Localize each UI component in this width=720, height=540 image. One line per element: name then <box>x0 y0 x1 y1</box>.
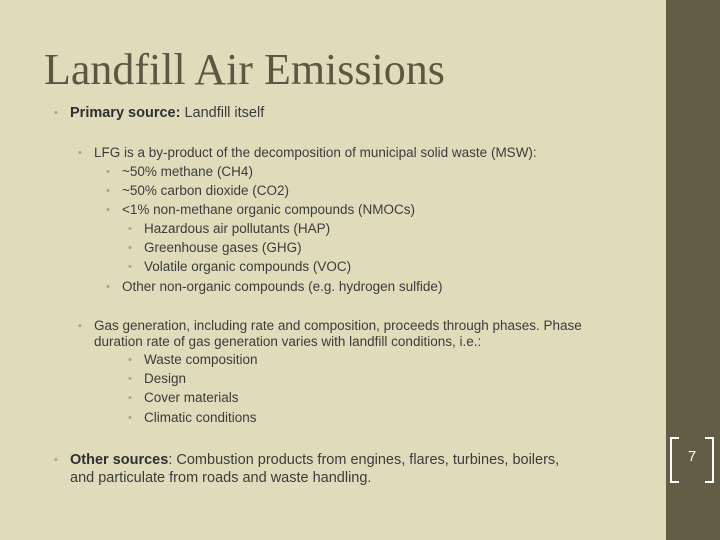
bullet-dot-icon: • <box>106 166 110 178</box>
gas-generation-line1: Gas generation, including rate and composition, proceeds through phases. Phase <box>94 318 582 333</box>
bullet-dot-icon: • <box>128 223 132 235</box>
lfg-item-other: Other non-organic compounds (e.g. hydrogen sulfide) <box>122 279 443 294</box>
gas-item-waste: Waste composition <box>144 352 258 367</box>
lfg-item-co2: ~50% carbon dioxide (CO2) <box>122 183 289 198</box>
gas-item-design: Design <box>144 371 187 386</box>
bullet-dot-icon: • <box>128 354 132 366</box>
gas-item-cover: Cover materials <box>144 390 239 405</box>
other-sources-label: Other sources <box>70 452 169 468</box>
bullet-dot-icon: • <box>128 392 132 404</box>
slide-title: Landfill Air Emissions <box>44 45 445 94</box>
lfg-intro: LFG is a by-product of the decomposition of municipal solid waste (MSW): <box>94 145 537 160</box>
bullet-dot-icon: • <box>78 320 82 332</box>
lfg-item-nmoc: <1% non-methane organic compounds (NMOCs) <box>122 202 416 217</box>
primary-source-item <box>70 105 264 121</box>
bullet-dot-icon: • <box>78 147 82 159</box>
bullet-dot-icon: • <box>106 204 110 216</box>
other-sources-line1 <box>70 452 559 468</box>
gas-generation-line2: duration rate of gas generation varies with landfill conditions, i.e.: <box>94 334 482 349</box>
bullet-dot-icon: • <box>106 281 110 293</box>
other-sources-line2: and particulate from roads and waste handling. <box>70 470 372 486</box>
lfg-item-methane: ~50% methane (CH4) <box>122 164 253 179</box>
bullet-dot-icon: • <box>128 242 132 254</box>
bullet-dot-icon: • <box>106 185 110 197</box>
bullet-dot-icon: • <box>54 107 58 119</box>
other-sources-text1: : Combustion products from engines, flares, turbines, boilers, <box>168 452 560 468</box>
nmoc-sub-voc: Volatile organic compounds (VOC) <box>144 259 352 274</box>
page-number: 7 <box>687 448 697 465</box>
bullet-dot-icon: • <box>128 412 132 424</box>
nmoc-sub-hap: Hazardous air pollutants (HAP) <box>144 221 331 236</box>
gas-item-climatic: Climatic conditions <box>144 410 257 425</box>
primary-source-label: Primary source: <box>70 105 181 121</box>
nmoc-sub-ghg: Greenhouse gases (GHG) <box>144 240 302 255</box>
bullet-dot-icon: • <box>128 261 132 273</box>
bullet-dot-icon: • <box>128 373 132 385</box>
primary-source-text: Landfill itself <box>184 105 265 121</box>
bullet-dot-icon: • <box>54 454 58 466</box>
